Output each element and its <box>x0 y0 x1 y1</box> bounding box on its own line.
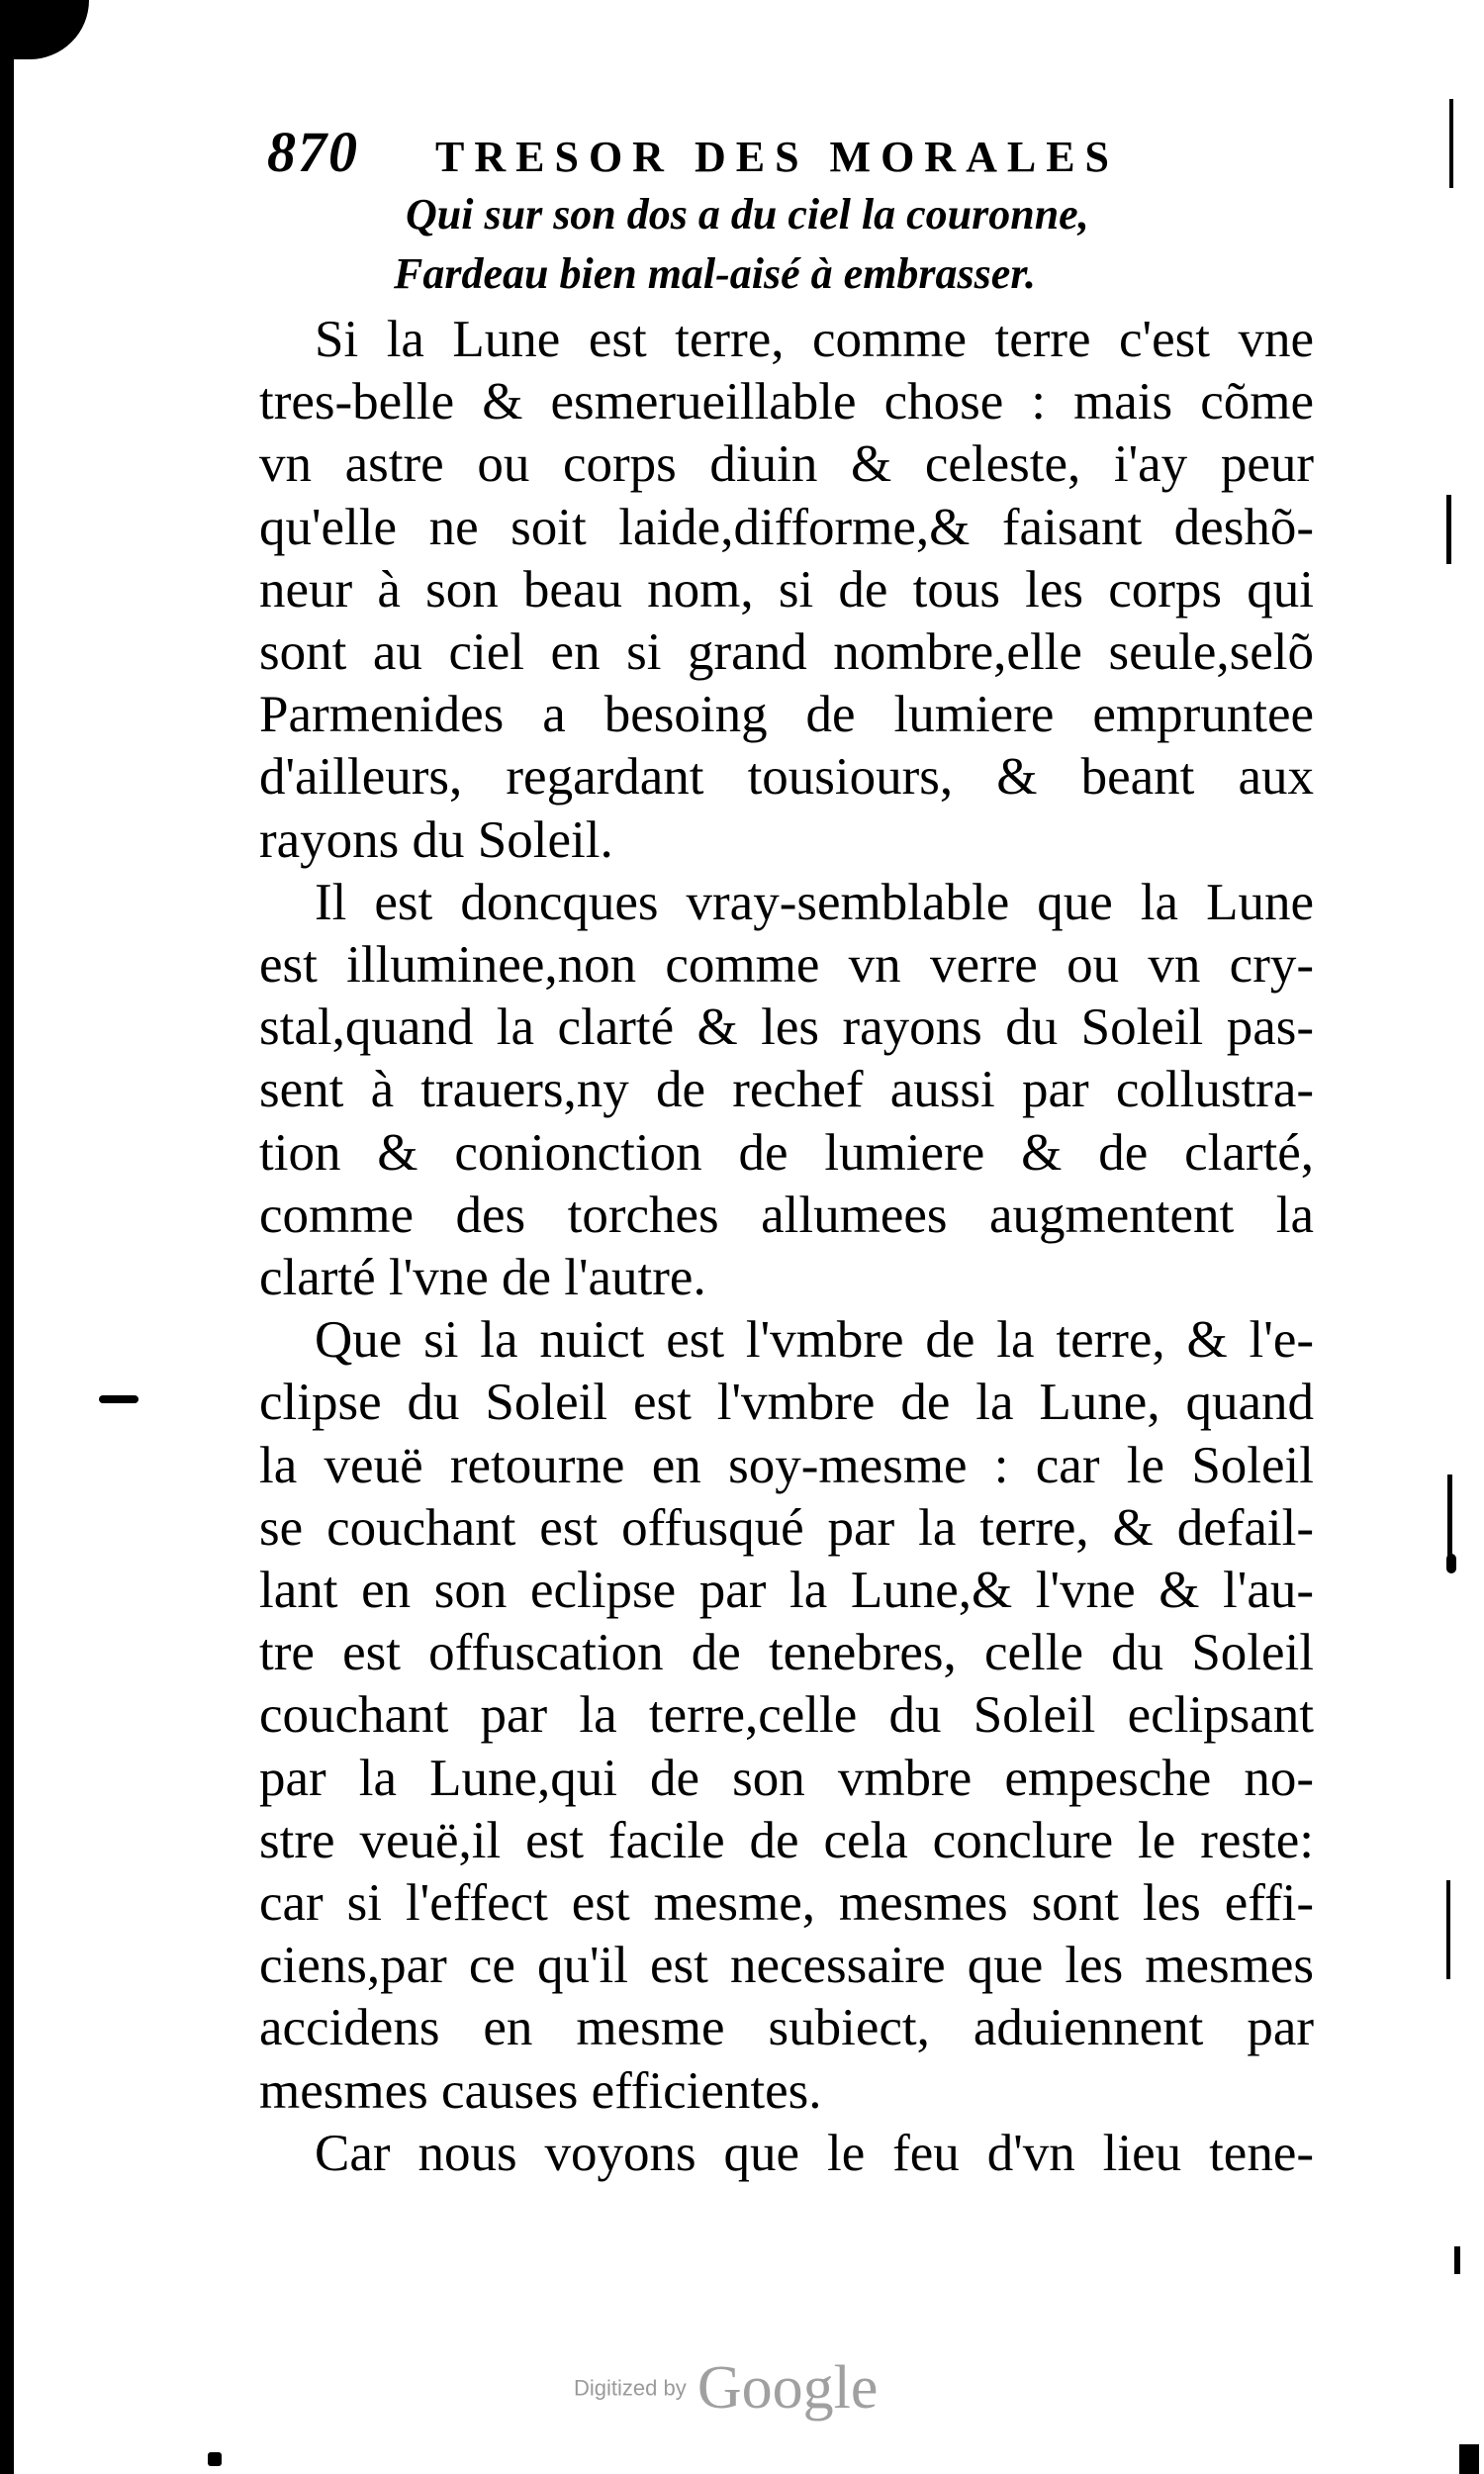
text-line: Que si la nuict est l'vmbre de la terre, & l'e- <box>315 1311 1314 1370</box>
watermark-brand: Google <box>696 2354 879 2422</box>
verse-line: Fardeau bien mal-aisé à embrasser. <box>394 249 1037 298</box>
text-line: lant en son eclipse par la Lune,& l'vne & l'au- <box>259 1562 1314 1619</box>
scan-edge-left <box>0 0 14 2474</box>
text-line: stal,quand la clarté & les rayons du Soleil pas- <box>259 999 1314 1057</box>
margin-mark <box>1446 1554 1456 1573</box>
text-line: couchant par la terre,celle du Soleil eclipsant <box>259 1686 1314 1745</box>
text-line: vn astre ou corps diuin & celeste, i'ay peur <box>259 435 1314 494</box>
margin-mark <box>1449 99 1453 188</box>
page-number: 870 <box>267 120 359 184</box>
text-line: Parmenides a besoing de lumiere empruntee <box>259 686 1314 744</box>
text-line: se couchant est offusqué par la terre, & defail- <box>259 1498 1314 1557</box>
page-header <box>267 120 1256 184</box>
text-line: clipse du Soleil est l'vmbre de la Lune, quand <box>259 1374 1314 1432</box>
running-title: TRESOR DES MORALES <box>435 133 1120 181</box>
text-line: neur à son beau nom, si de tous les corps qui <box>259 560 1314 618</box>
text-line: est illuminee,non comme vn verre ou vn cry- <box>259 936 1314 994</box>
text-line: Si la Lune est terre, comme terre c'est vne <box>315 311 1314 368</box>
scan-edge-corner <box>0 0 89 59</box>
watermark-prefix: Digitized by <box>574 2375 687 2401</box>
text-line: stre veuë,il est facile de cela conclure le reste: <box>259 1811 1314 1869</box>
text-line: par la Lune,qui de son vmbre empesche no- <box>259 1749 1314 1807</box>
text-line: qu'elle ne soit laide,difforme,& faisant deshõ- <box>259 498 1314 556</box>
text-line: Car nous voyons que le feu d'vn lieu tene- <box>315 2124 1314 2182</box>
text-line: tres-belle & esmerueillable chose : mais cõme <box>259 373 1314 431</box>
text-line: rayons du Soleil. <box>259 810 613 869</box>
margin-mark <box>99 1395 139 1403</box>
text-line: comme des torches allumees augmentent la <box>259 1186 1314 1244</box>
digitized-watermark <box>574 2353 878 2432</box>
text-line: clarté l'vne de l'autre. <box>259 1249 706 1306</box>
text-line: car si l'effect est mesme, mesmes sont les effi- <box>259 1874 1314 1932</box>
text-line: mesmes causes efficientes. <box>259 2061 822 2120</box>
text-line: tre est offuscation de tenebres, celle du Soleil <box>259 1624 1314 1682</box>
text-line: la veuë retourne en soy-mesme : car le Soleil <box>259 1436 1314 1494</box>
margin-mark <box>1446 1880 1450 1979</box>
text-line: sont au ciel en si grand nombre,elle seule,selõ <box>259 623 1314 681</box>
margin-mark <box>208 2452 222 2466</box>
margin-mark <box>1446 495 1451 564</box>
text-line: ciens,par ce qu'il est necessaire que les mesmes <box>259 1937 1314 1995</box>
text-line: accidens en mesme subiect, aduiennent par <box>259 1999 1314 2057</box>
text-line: tion & conionction de lumiere & de clarté, <box>259 1123 1314 1182</box>
text-line: Il est doncques vray-semblable que la Lune <box>315 873 1314 931</box>
margin-mark <box>1454 2246 1460 2274</box>
verse-line: Qui sur son dos a du ciel la couronne, <box>406 190 1089 238</box>
text-line: d'ailleurs, regardant tousiours, & beant aux <box>259 748 1314 807</box>
margin-mark <box>1447 1475 1452 1564</box>
text-line: sent à trauers,ny de rechef aussi par collustra- <box>259 1061 1314 1119</box>
margin-mark <box>1459 2444 1479 2474</box>
